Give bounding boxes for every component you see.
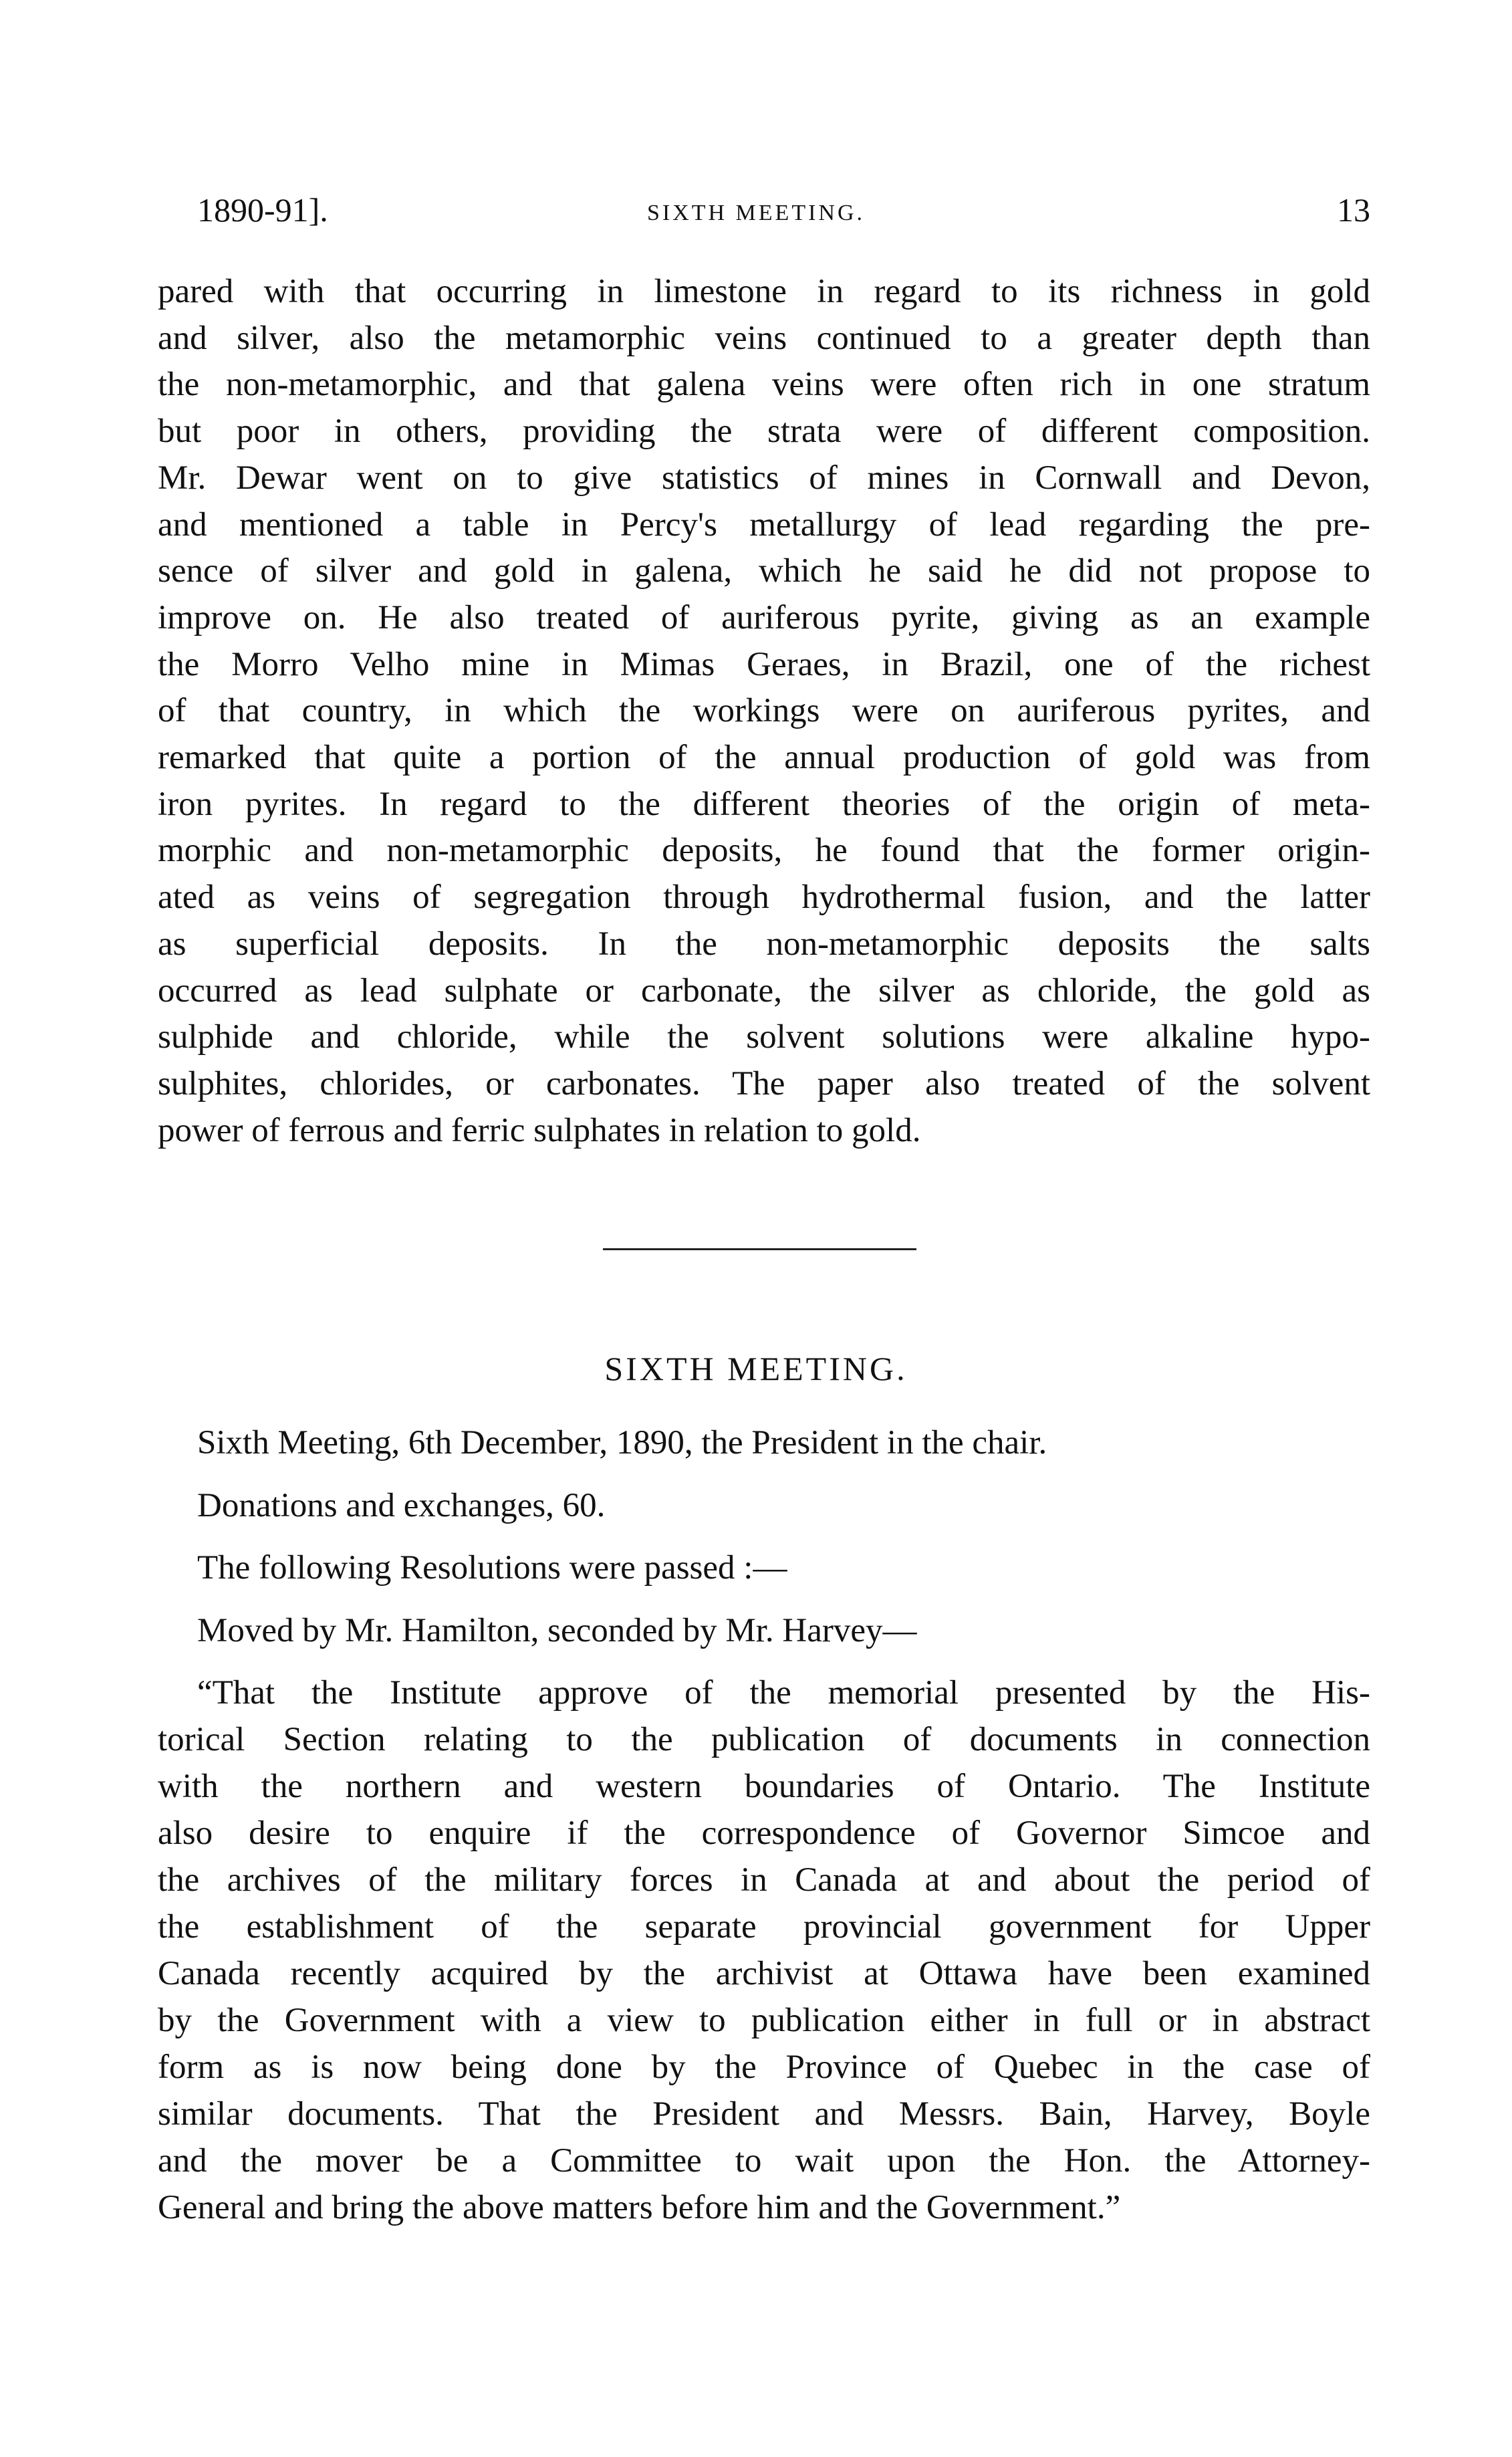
text-line: The following Resolutions were passed :— [197, 1549, 787, 1587]
text-line: Mr. Dewar went on to give statistics of mines in Cornwall and Devon, [158, 459, 1370, 497]
page-number: 13 [1337, 191, 1370, 229]
text-line: and mentioned a table in Percy's metallurgy of lead regarding the pre- [158, 505, 1370, 544]
text-line: the establishment of the separate provincial government for Upper [158, 1908, 1370, 1946]
text-line: and silver, also the metamorphic veins continued to a greater depth than [158, 319, 1370, 357]
text-line: ated as veins of segregation through hydrothermal fusion, and the latter [158, 879, 1370, 917]
text-line: Donations and exchanges, 60. [197, 1486, 606, 1524]
text-line: with the northern and western boundaries of Ontario. The Institute [158, 1768, 1370, 1805]
text-line: and the mover be a Committee to wait upon the Hon. the Attorney- [158, 2142, 1370, 2180]
text-line: Canada recently acquired by the archivist at Ottawa have been examined [158, 1955, 1370, 1992]
text-line: Sixth Meeting, 6th December, 1890, the President in the chair. [197, 1424, 1047, 1461]
text-line: General and bring the above matters before him and the Government.” [158, 2189, 1121, 2226]
text-line: pared with that occurring in limestone in regard to its richness in gold [158, 273, 1370, 310]
text-line: also desire to enquire if the correspondence of Governor Simcoe and [158, 1815, 1370, 1852]
text-line: of that country, in which the workings were on auriferous pyrites, and [158, 692, 1370, 730]
text-line: the non-metamorphic, and that galena veins were often rich in one stratum [158, 366, 1370, 404]
text-line: as superficial deposits. In the non-metamorphic deposits the salts [158, 925, 1370, 963]
text-line: morphic and non-metamorphic deposits, he found that the former origin- [158, 832, 1370, 870]
text-line: iron pyrites. In regard to the different theories of the origin of meta- [158, 785, 1370, 823]
running-header-date: 1890-91]. [197, 191, 328, 229]
text-line: remarked that quite a portion of the annual production of gold was from [158, 739, 1370, 776]
text-line: power of ferrous and ferric sulphates in relation to gold. [158, 1111, 921, 1149]
text-line: “That the Institute approve of the memorial presented by the His- [197, 1674, 1370, 1712]
text-line: occurred as lead sulphate or carbonate, the silver as chloride, the gold as [158, 971, 1370, 1010]
text-line: sulphites, chlorides, or carbonates. The paper also treated of the solvent [158, 1064, 1370, 1102]
text-line: by the Government with a view to publication either in full or in abstract [158, 2002, 1370, 2039]
running-header-title: SIXTH MEETING. [646, 201, 866, 225]
text-line: the Morro Velho mine in Mimas Geraes, in Brazil, one of the richest [158, 645, 1370, 683]
text-line: sulphide and chloride, while the solvent solutions were alkaline hypo- [158, 1018, 1370, 1056]
text-line: but poor in others, providing the strata were of different composition. [158, 413, 1370, 451]
text-line: sence of silver and gold in galena, which he said he did not propose to [158, 552, 1370, 590]
text-line: similar documents. That the President and Messrs. Bain, Harvey, Boyle [158, 2095, 1370, 2133]
text-line: the archives of the military forces in Canada at and about the period of [158, 1861, 1370, 1899]
text-line: improve on. He also treated of auriferous pyrite, giving as an example [158, 598, 1370, 636]
text-line: torical Section relating to the publication of documents in connection [158, 1721, 1370, 1758]
text-line: Moved by Mr. Hamilton, seconded by Mr. Harvey— [197, 1611, 917, 1649]
section-divider [603, 1248, 916, 1250]
section-heading: SIXTH MEETING. [604, 1350, 908, 1387]
text-line: form as is now being done by the Province of Quebec in the case of [158, 2049, 1370, 2086]
